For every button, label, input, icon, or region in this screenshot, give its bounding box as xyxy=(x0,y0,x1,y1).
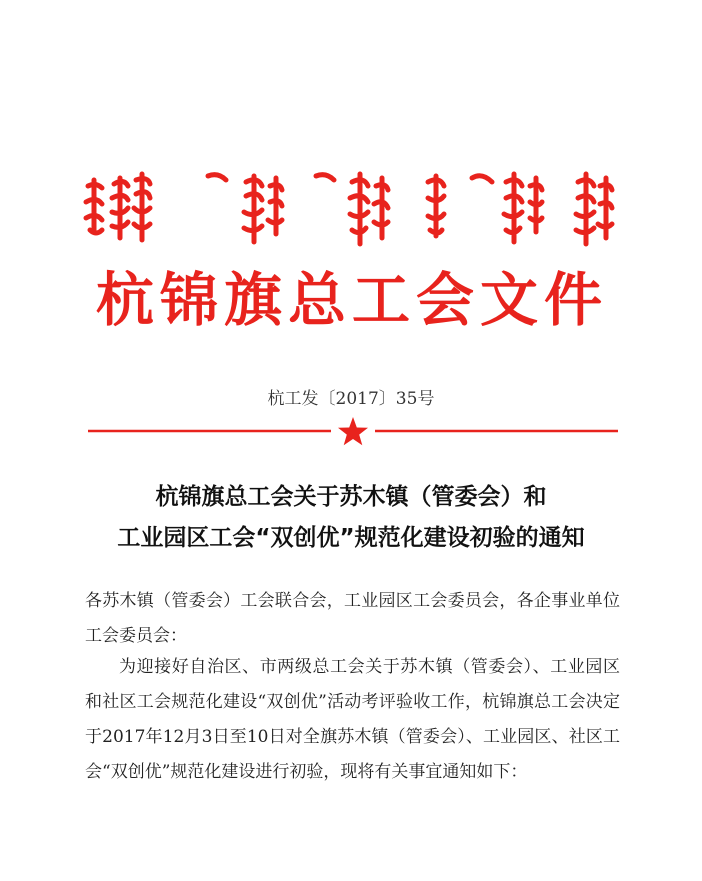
notice-heading-line-1: 杭锦旗总工会关于苏木镇（管委会）和 xyxy=(155,484,547,510)
mongolian-script-graphic xyxy=(80,168,625,248)
notice-heading-line-2: 工业园区工会“双创优”规范化建设初验的通知 xyxy=(117,525,585,551)
document-title: 杭锦旗总工会文件 xyxy=(95,266,608,334)
body-paragraph: 为迎接好自治区、市两级总工会关于苏木镇（管委会）、工业园区和社区工会规范化建设“双创优”活动考评验收工作，杭锦旗总工会决定于2017年12月3日至10日对全旗苏木镇（管委会）、工业园区、社区工会“双创优”规范化建设进行初验，现将有关事宜通知如下： xyxy=(85,657,620,782)
star-icon xyxy=(338,417,368,445)
mongolian-script-banner xyxy=(80,168,625,248)
salutation: 各苏木镇（管委会）工会联合会，工业园区工会委员会，各企事业单位工会委员会： xyxy=(85,591,620,646)
divider-graphic xyxy=(88,414,618,448)
red-divider xyxy=(88,414,618,448)
document-number: 杭工发〔2017〕35号 xyxy=(267,389,435,409)
